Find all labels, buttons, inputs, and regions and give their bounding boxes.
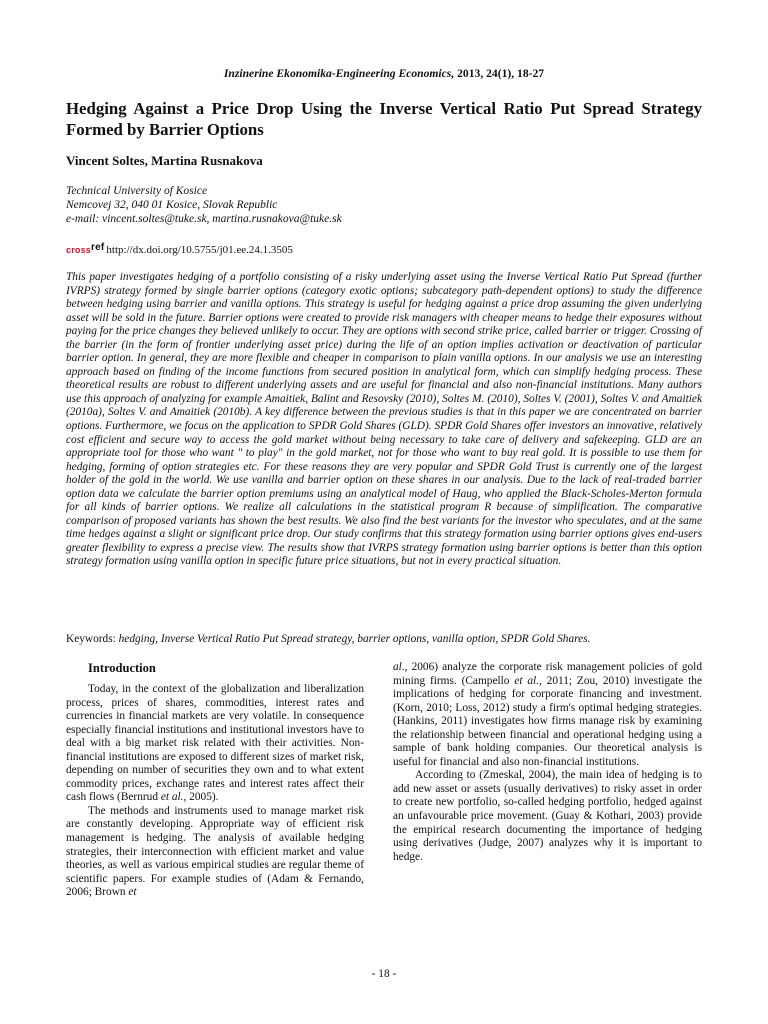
paper-title: Hedging Against a Price Drop Using the Inverse Vertical Ratio Put Spread Strategy Formed by Barrier Options [66,99,702,139]
citation-et: et [128,886,137,899]
crossref-logo-cross: cross [66,244,92,255]
affiliation-address: Nemcovej 32, 040 01 Kosice, Slovak Republic [66,198,278,211]
crossref-logo [66,241,105,256]
paragraph-text: 2006) analyze the corporate risk management policies of gold mining firms. (Campello [393,661,702,687]
paragraph-text: 2011; Zou, 2010) investigate the implications of hedging for corporate financing and investment. (Korn, 2010; Loss, 2012) study a firm's optimal hedging strategies. (Hankins, 2011) investigates how firms manage risk by examining the relationship between financial and operational hedging using a sample of bank holding companies. Our theoretical analysis is useful for financial and also non-financial institutions. [393,674,702,768]
affiliation-email: e-mail: vincent.soltes@tuke.sk, martina.rusnakova@tuke.sk [66,212,342,225]
journal-citation [0,67,768,80]
affiliation-institution: Technical University of Kosice [66,185,208,197]
crossref-logo-ref: ref [91,241,105,253]
paragraph-text: 2005). [186,791,219,804]
keywords-label: Keywords: [66,633,116,645]
abstract: This paper investigates hedging of a portfolio consisting of a risky underlying asset using the Inverse Vertical Ratio Put Spread (further IVRPS) strategy formed by single barrier options (category exotic options; subcategory path-dependent options) to study the difference between hedging using barrier and vanilla options. This strategy is useful for hedging against a price drop assuming the given underlying asset will be sold in the future. Barrier options were created to provide risk managers with cheaper means to hedge their exposures without paying for the price changes they believed unlikely to occur. They are options with second strike price, called barrier or trigger. Crossing of the barrier (in the form of frontier underlying asset price) during the life of an option implies activation or deactivation of particular barrier option. In general, they are more flexible and cheaper in comparison to plain vanilla options. In our analysis we use an interesting approach based on finding of the income functions from secured position in analytical form, which can simplify hedging process. These theoretical results are robust to different underlying assets and are useful for financial and also non-financial institutions. Many authors use this approach of analyzing for example Amaitiek, Balint and Resovsky (2010), Soltes M. (2010), Soltes V. (2001), Soltes V. and Amaitiek (2010a), Soltes V. and Amaitiek (2010b). A key difference between the previous studies is that in this paper we are concentrated on barrier options. Furthermore, we focus on the application to SPDR Gold Shares (GLD). SPDR Gold Shares offer investors an innovative, relatively cost efficient and secure way to access the gold market without being necessary to take care of delivery and safekeeping. GLD are an appropriate tool for those who want " to play" in the gold market, not for those who want to buy real gold. It is possible to use them for hedging, forming of option strategies etc. For these reasons they are very popular and SPDR Gold Trust is currently one of the largest holder of the gold in the world. We use vanilla and barrier option on these shares in our analysis. Due to the lack of real-traded barrier option data we calculate the barrier option premiums using an analytical model of Haug, who applied the Black-Scholes-Merton formula for all kinds of barrier options. We realize all calculations in the statistical program R because of simplification. The comparative comparison of proposed variants has shown the best results. We also find the best variants for the investor who speculates, and at the same time hedges against a slight or significant price drop. Our study confirms that this strategy formation using barrier options gives end-users greater flexibility to express a precise view. The results show that IVRPS strategy formation using barrier options is better than this option strategy formation using vanilla option in specific future price situations, but not in every practical situation. [66,271,702,568]
authors: Vincent Soltes, Martina Rusnakova [66,153,263,168]
doi-link[interactable]: http://dx.doi.org/10.5755/j01.ee.24.1.3505 [106,244,293,256]
citation-etal: et al., [160,791,187,804]
citation-etal: et al., [514,674,542,687]
paragraph [66,683,364,805]
page-number: - 18 - [371,968,397,980]
paragraph [66,805,364,900]
paragraph: According to (Zmeskal, 2004), the main idea of hedging is to add new asset or assets (usually derivatives) to risky asset in order to create new portfolio, so-called hedging portfolio, hedged against an unfavourable price movement. (Guay & Kothari, 2003) provide the empirical research documenting the importance of hedging using derivatives (Judge, 2007) analyzes why it is important to hedge. [393,769,702,863]
keywords-value: hedging, Inverse Vertical Ratio Put Spread strategy, barrier options, vanilla option, SPDR Gold Shares. [118,633,591,645]
paragraph-text: The methods and instruments used to manage market risk are constantly developing. Appropriate way of efficient risk management is hedging. The analysis of available hedging strategies, their interconnection with efficient market and value theories, as well as various empirical studies are regular theme of scientific papers. For example studies of (Adam & Fernando, 2006; Brown [66,804,364,899]
paragraph-text: Today, in the context of the globalization and liberalization process, prices of shares, commodities, interest rates and currencies in financial markets are very volatile. In consequence especially financial institutions and institutional investors have to deal with a big market risk related with their activities. Non-financial institutions are exposed to different sizes of market risk, depending on number of securities they own and to what extent commodity prices, exchange rates and interest rates affect their cash flows (Bernrud [66,683,364,804]
affiliation [66,185,342,226]
section-heading-introduction: Introduction [88,661,156,675]
body-column-right [393,661,702,864]
citation-al: al., [393,661,408,673]
body-column-left [66,661,364,900]
keywords [66,632,706,646]
journal-issue: 2013, 24(1), 18-27 [457,67,545,80]
journal-name: Inzinerine Ekonomika-Engineering Economics, [223,67,455,80]
paragraph [393,661,702,769]
doi-line [66,241,293,256]
